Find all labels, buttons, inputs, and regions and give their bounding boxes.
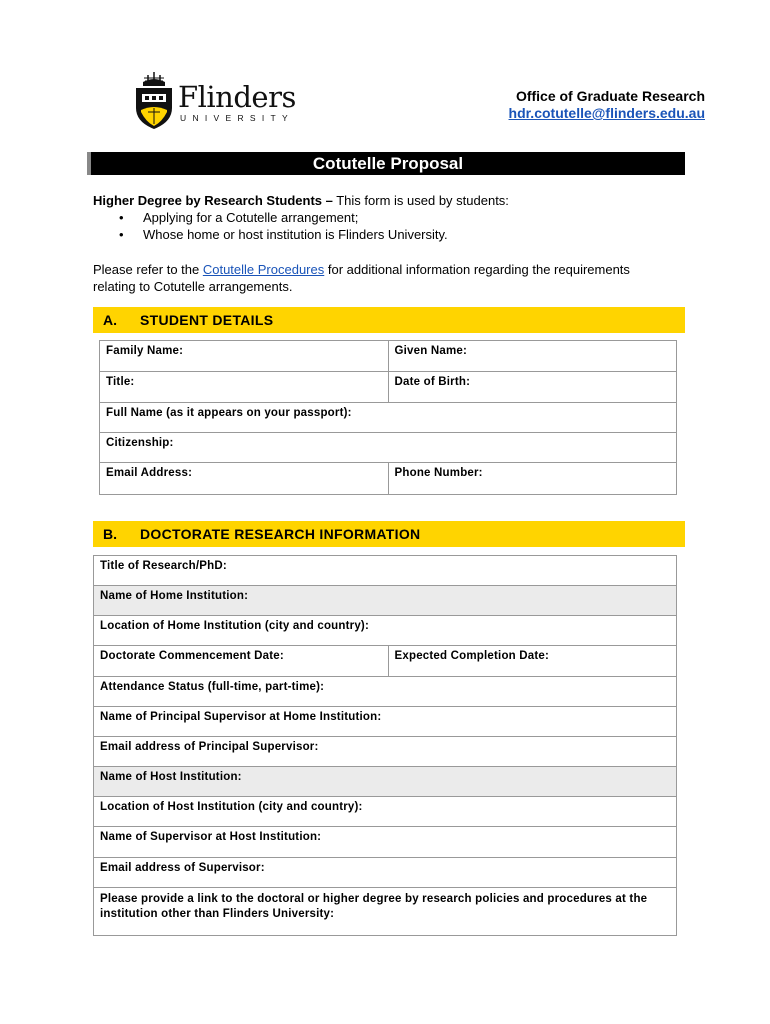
section-a-letter: A. bbox=[103, 312, 117, 328]
office-name: Office of Graduate Research bbox=[515, 88, 705, 104]
table-row bbox=[94, 616, 677, 646]
research-info-table bbox=[93, 555, 677, 936]
table-row bbox=[100, 403, 677, 433]
intro-bullet-list bbox=[93, 209, 693, 243]
list-item: • Applying for a Cotutelle arrangement; bbox=[143, 209, 693, 226]
title-field[interactable]: Title: bbox=[100, 372, 389, 403]
table-row bbox=[94, 888, 677, 936]
flinders-logo bbox=[134, 72, 304, 132]
host-supervisor-field[interactable]: Name of Supervisor at Host Institution: bbox=[94, 827, 677, 858]
home-location-field[interactable]: Location of Home Institution (city and country): bbox=[94, 616, 677, 646]
table-row bbox=[94, 707, 677, 737]
table-row bbox=[94, 646, 677, 677]
page-title: Cotutelle Proposal bbox=[87, 152, 685, 175]
university-crest-icon bbox=[134, 72, 174, 130]
full-name-field[interactable]: Full Name (as it appears on your passport): bbox=[100, 403, 677, 433]
section-b-title: DOCTORATE RESEARCH INFORMATION bbox=[140, 526, 421, 542]
student-details-table bbox=[99, 340, 677, 495]
host-institution-field[interactable]: Name of Host Institution: bbox=[94, 767, 677, 797]
office-email-link[interactable]: hdr.cotutelle@flinders.edu.au bbox=[508, 105, 705, 121]
table-row bbox=[100, 341, 677, 372]
intro-text bbox=[93, 192, 693, 243]
principal-supervisor-field[interactable]: Name of Principal Supervisor at Home Institution: bbox=[94, 707, 677, 737]
table-row bbox=[100, 372, 677, 403]
home-institution-field[interactable]: Name of Home Institution: bbox=[94, 586, 677, 616]
completion-date-field[interactable]: Expected Completion Date: bbox=[388, 646, 676, 677]
research-title-field[interactable]: Title of Research/PhD: bbox=[94, 556, 677, 586]
citizenship-field[interactable]: Citizenship: bbox=[100, 433, 677, 463]
table-row bbox=[94, 677, 677, 707]
table-row bbox=[94, 827, 677, 858]
host-location-field[interactable]: Location of Host Institution (city and country): bbox=[94, 797, 677, 827]
table-row bbox=[100, 433, 677, 463]
table-row bbox=[94, 586, 677, 616]
cotutelle-procedures-link[interactable]: Cotutelle Procedures bbox=[202, 262, 325, 277]
table-row bbox=[94, 797, 677, 827]
policies-link-field[interactable]: Please provide a link to the doctoral or higher degree by research policies and procedures at the institution other than Flinders University: bbox=[94, 888, 677, 936]
table-row bbox=[94, 767, 677, 797]
section-b-header bbox=[93, 521, 685, 547]
procedures-note bbox=[93, 261, 653, 295]
refer-text-after: for additional information regarding the requirements relating to Cotutelle arrangements. bbox=[93, 262, 630, 294]
office-info bbox=[509, 88, 705, 122]
commencement-date-field[interactable]: Doctorate Commencement Date: bbox=[94, 646, 389, 677]
table-row bbox=[94, 737, 677, 767]
intro-lead-text: This form is used by students: bbox=[332, 193, 509, 208]
table-row bbox=[94, 858, 677, 888]
table-row bbox=[94, 556, 677, 586]
phone-number-field[interactable]: Phone Number: bbox=[388, 463, 677, 495]
given-name-field[interactable]: Given Name: bbox=[388, 341, 677, 372]
family-name-field[interactable]: Family Name: bbox=[100, 341, 389, 372]
section-a-header bbox=[93, 307, 685, 333]
refer-text-before: Please refer to the bbox=[93, 262, 203, 277]
section-b-letter: B. bbox=[103, 526, 117, 542]
attendance-status-field[interactable]: Attendance Status (full-time, part-time): bbox=[94, 677, 677, 707]
supervisor-email-field[interactable]: Email address of Supervisor: bbox=[94, 858, 677, 888]
logo-wordmark: Flinders bbox=[178, 80, 296, 114]
date-of-birth-field[interactable]: Date of Birth: bbox=[388, 372, 677, 403]
logo-subtitle: UNIVERSITY bbox=[180, 113, 295, 123]
principal-email-field[interactable]: Email address of Principal Supervisor: bbox=[94, 737, 677, 767]
list-item: • Whose home or host institution is Flinders University. bbox=[143, 226, 693, 243]
table-row bbox=[100, 463, 677, 495]
section-a-title: STUDENT DETAILS bbox=[140, 312, 274, 328]
email-address-field[interactable]: Email Address: bbox=[100, 463, 389, 495]
intro-lead: Higher Degree by Research Students – bbox=[93, 193, 333, 208]
